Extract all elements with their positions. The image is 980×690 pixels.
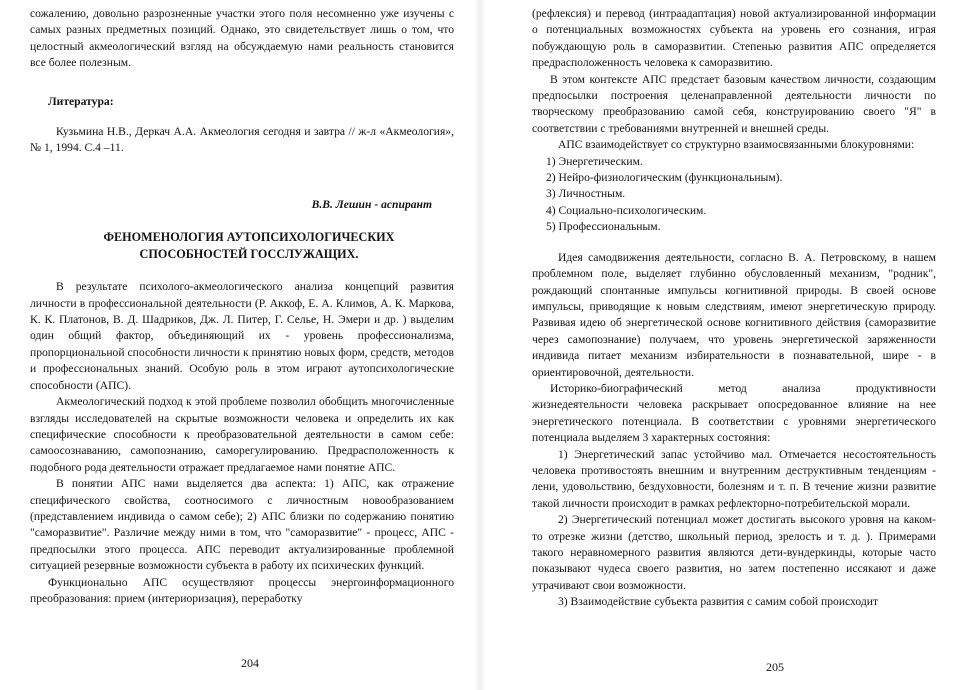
article-title-line-1: ФЕНОМЕНОЛОГИЯ АУТОПСИХОЛОГИЧЕСКИХ [103, 230, 395, 245]
body-paragraph: В понятии АПС нами выделяется два аспекта: 1) АПС, как отражение специфического свойства, соотносимого с личностным новообразованием (представлением индивида о самом себе); 2) АПС близки по содержанию понятию "саморазвитие". Различие между ними в том, что "саморазвитие" - процесс, АПС - предпосылки этого процесса. АПС переводит актуализированные проблемной ситуацией резервные возможности субъекта в работу их психических функций. [30, 477, 454, 573]
body-paragraph: Акмеологический подход к этой проблеме позволил обобщить многочисленные взгляды исследователей на скрытые возможности человека и определить их как специфические способности к преобразовательной деятельности в самом себе: самоосознаванию, самопознанию, саморегулированию. Предрасположенность к подобного рода деятельности отражает предлагаемое нами понятие АПС. [30, 395, 454, 474]
body-paragraph: 2) Энергетический потенциал может достигать высокого уровня на каком-то отрезке жизни (детство, школьный период, зрелость и т. д. ). Примерами такого неравномерного развития являются дети-вундеркинды, которые часто показывают чудеса своего развития, но затем постепенно иссякают и даже утрачивают свои возможности. [532, 513, 936, 592]
page-number-right: 205 [766, 660, 784, 674]
body-paragraph: В результате психолого-акмеологического анализа концепций развития личности в профессиональной деятельности (Р. Аккоф, Е. А. Климов, А. К. Маркова, К. К. Платонов, В. Д. Шадриков, Дж. Л. Питер, Г. Селье, Н. Эмери и др. ) выделим один общий фактор, объединяющий их - уровень профессионализма, пропорциональной способности личности к принятию новых форм, средств, методов и профессиональных знаний. Особую роль в этом играют аутопсихологические способности (АПС). [30, 280, 454, 392]
list-item: 4) Социально-психологическим. [546, 203, 707, 217]
body-paragraph: В этом контексте АПС предстает базовым качеством личности, создающим предпосылки построения целенаправленной деятельности личности по творческому преобразованию самой себя, конструированию своего "Я" в соответствии с требованиями внутренней и внешней среды. [532, 72, 936, 135]
closing-paragraph: сожалению, довольно разрозненные участки этого поля несомненно уже изучены с самых разных предметных позиций. Однако, это свидетельствует лишь о том, что целостный акмеологический взгляд на обсуждаемую нами реальность становится все более полезным. [30, 7, 454, 70]
references-heading: Литература: [48, 94, 114, 108]
body-paragraph: Функционально АПС осуществляют процессы энергоинформационного преобразования: прием (интериоризация), переработку [30, 575, 454, 605]
right-page-content [532, 6, 936, 611]
reference-entry: Кузьмина Н.В., Деркач А.А. Акмеология сегодня и завтра // ж-л «Акмеология», № 1, 1994. С.4 –11. [30, 125, 454, 155]
book-gutter [474, 0, 486, 690]
list-item: 5) Профессиональным. [546, 220, 661, 234]
body-paragraph: 3) Взаимодействие субъекта развития с самим собой происходит [558, 595, 879, 609]
body-paragraph: (рефлексия) и перевод (интраадаптация) новой актуализированной информации о потенциальных возможностях субъекта на уровень его сознания, играя побуждающую роль в саморазвитии. Степенью развития АПС определяется предрасположенность человека к саморазвитию. [532, 7, 936, 70]
body-paragraph: Идея самодвижения деятельности, согласно В. А. Петровскому, в нашем проблемном поле, выделяет глубинно обусловленный механизм, "родник", рождающий спонтанные импульсы когнитивной природы. В своей основе импульсы, приводящие к новым следствиям, имеют энергетическую природу. Развивая идею об энергетической основе когнитивного действия (саморазвитие через самопознание) получаем, что уровень энергетической заряженности индивида питает механизм избирательности в познавательной, шире - в ориентировочной, деятельности. [532, 250, 936, 379]
body-paragraph: 1) Энергетический запас устойчиво мал. Отмечается несостоятельность человека противостоять внешним и внутренним деструктивным тенденциям - лени, удовольствию, бездуховности, болезням и т. п. В течение жизни развитие такой личности происходит в рамках рефлекторно-потребительской морали. [532, 447, 936, 510]
list-item: 1) Энергетическим. [546, 154, 643, 168]
body-paragraph: АПС взаимодействует со структурно взаимосвязанными блокуровнями: [558, 138, 915, 152]
page-number-left: 204 [241, 656, 259, 670]
list-item: 3) Личностным. [546, 187, 626, 201]
article-title-line-2: СПОСОБНОСТЕЙ ГОССЛУЖАЩИХ. [139, 247, 359, 262]
levels-list [532, 154, 936, 236]
article-author: В.В. Лешин - аспирант [311, 197, 432, 211]
list-item: 2) Нейро-физиологическим (функциональным). [546, 171, 783, 185]
article-title [30, 229, 454, 263]
left-page-content [30, 6, 454, 607]
body-paragraph: Историко-биографический метод анализа продуктивности жизнедеятельности человека раскрывает опосредованное влияние на нее энергетического потенциала. В соответствии с уровнями энергетического потенциала выделяем 3 характерных состояния: [532, 381, 936, 445]
section-gap [532, 236, 936, 250]
